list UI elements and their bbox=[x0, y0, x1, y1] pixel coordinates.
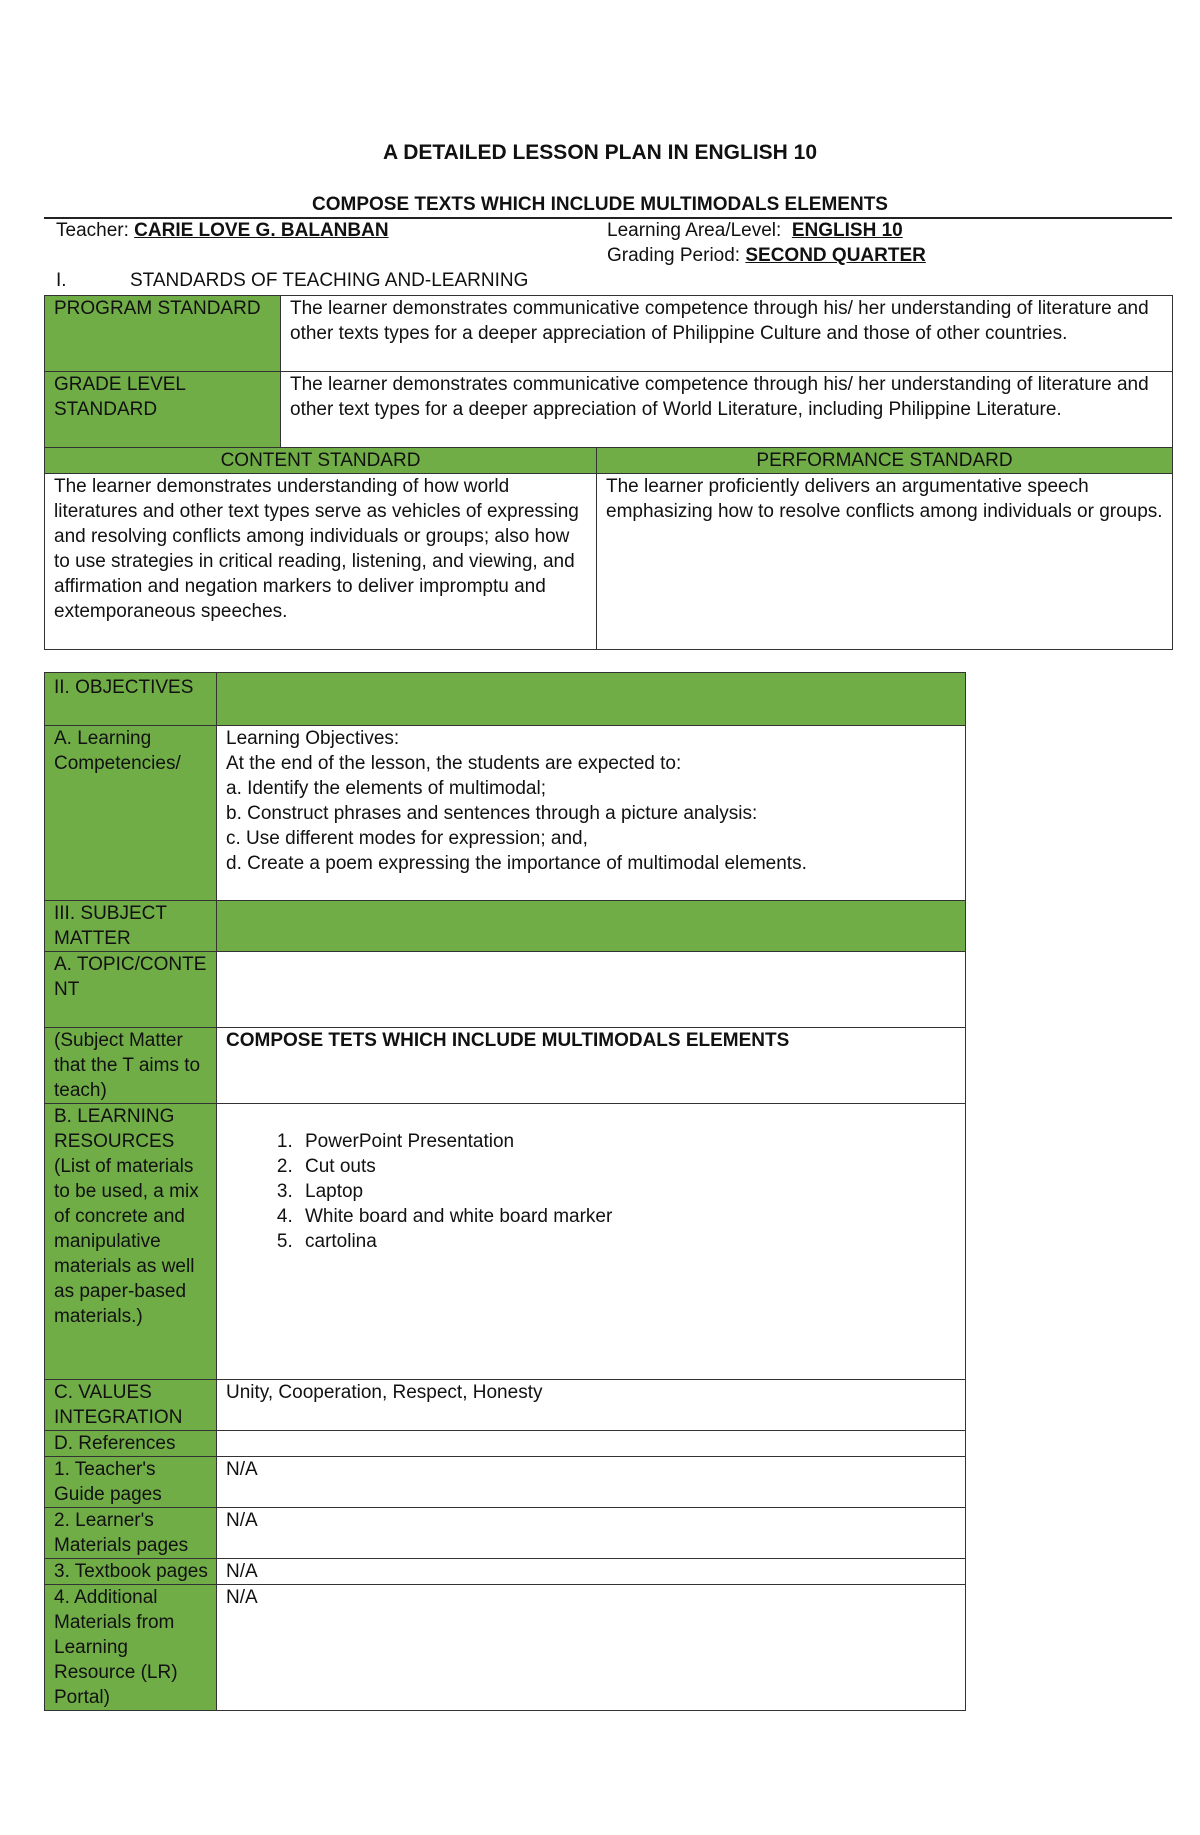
grade-level-standard-text: The learner demonstrates communicative competence through his/ her understanding of literature and other text types for a deeper appreciation of World Literature, including Philippine Literature. bbox=[281, 372, 1173, 448]
content-standard-text: The learner demonstrates understanding of how world literatures and other text types serve as vehicles of expressing and resolving conflicts among individuals or groups; also how to use strategies in critical reading, listening, and viewing, and affirmation and negation markers to deliver impromptu and extemporaneous speeches. bbox=[45, 474, 597, 650]
program-standard-label: PROGRAM STANDARD bbox=[45, 296, 281, 372]
program-standard-text: The learner demonstrates communicative competence through his/ her understanding of literature and other texts types for a deeper appreciation of Philippine Culture and those of other countries. bbox=[281, 296, 1173, 372]
table-row bbox=[45, 1431, 966, 1457]
table-row bbox=[45, 726, 966, 901]
objectives-heading: Learning Objectives: bbox=[226, 728, 400, 749]
objective-d: d. Create a poem expressing the importance of multimodal elements. bbox=[226, 853, 807, 874]
document-subtitle: COMPOSE TEXTS WHICH INCLUDE MULTIMODALS ELEMENTS bbox=[312, 194, 888, 215]
teacher-label: Teacher: bbox=[56, 220, 129, 241]
table-row bbox=[45, 1104, 966, 1380]
competencies-label: A. Learning Competencies/ bbox=[45, 726, 217, 901]
table-row bbox=[45, 901, 966, 952]
performance-standard-text: The learner proficiently delivers an argumentative speech emphasizing how to resolve conflicts among individuals or groups. bbox=[597, 474, 1173, 650]
table-row bbox=[45, 952, 966, 1028]
additional-materials-value: N/A bbox=[217, 1585, 966, 1711]
table-row bbox=[45, 1559, 966, 1585]
table-row bbox=[45, 296, 1173, 372]
content-standard-header: CONTENT STANDARD bbox=[45, 448, 597, 474]
table-row bbox=[45, 372, 1173, 448]
objective-c: c. Use different modes for expression; and, bbox=[226, 828, 588, 849]
values-integration-label: C. VALUES INTEGRATION bbox=[45, 1380, 217, 1431]
table-row bbox=[45, 1457, 966, 1508]
learning-resources-content bbox=[217, 1104, 966, 1380]
topic-value: COMPOSE TETS WHICH INCLUDE MULTIMODALS ELEMENTS bbox=[217, 1028, 966, 1104]
table-row bbox=[45, 673, 966, 726]
objectives-label: II. OBJECTIVES bbox=[45, 673, 217, 726]
subject-note-label: (Subject Matter that the T aims to teach) bbox=[45, 1028, 217, 1104]
learning-area-label: Learning Area/Level: bbox=[607, 220, 782, 241]
learning-area-value: ENGLISH 10 bbox=[791, 220, 903, 241]
references-label: D. References bbox=[45, 1431, 217, 1457]
header-divider bbox=[44, 217, 1172, 219]
textbook-pages-value: N/A bbox=[217, 1559, 966, 1585]
table-row bbox=[45, 1585, 966, 1711]
additional-materials-label: 4. Additional Materials from Learning Resource (LR) Portal) bbox=[45, 1585, 217, 1711]
grading-period-value: SECOND QUARTER bbox=[745, 245, 926, 266]
learning-resources-label: B. LEARNING RESOURCES (List of materials to be used, a mix of concrete and manipulative materials as well as paper-based materials.) bbox=[45, 1104, 217, 1380]
table-row bbox=[45, 1508, 966, 1559]
learners-materials-label: 2. Learner's Materials pages bbox=[45, 1508, 217, 1559]
topic-label: A. TOPIC/CONTE NT bbox=[45, 952, 217, 1028]
grading-period-line bbox=[607, 245, 926, 267]
list-item: 3. Laptop bbox=[298, 1179, 956, 1204]
table-row bbox=[45, 448, 1173, 474]
list-item: 2. Cut outs bbox=[298, 1154, 956, 1179]
section-number: I. bbox=[56, 270, 67, 291]
grading-period-label: Grading Period: bbox=[607, 245, 741, 266]
table-row bbox=[45, 474, 1173, 650]
section-standards-heading bbox=[56, 270, 528, 292]
topic-empty-cell bbox=[217, 952, 966, 1028]
teachers-guide-value: N/A bbox=[217, 1457, 966, 1508]
objective-b: b. Construct phrases and sentences through a picture analysis: bbox=[226, 803, 758, 824]
learners-materials-value: N/A bbox=[217, 1508, 966, 1559]
teacher-line bbox=[56, 220, 389, 242]
subject-matter-label: III. SUBJECT MATTER bbox=[45, 901, 217, 952]
objectives-header-fill bbox=[217, 673, 966, 726]
textbook-pages-label: 3. Textbook pages bbox=[45, 1559, 217, 1585]
teachers-guide-label: 1. Teacher's Guide pages bbox=[45, 1457, 217, 1508]
section-title: STANDARDS OF TEACHING AND-LEARNING bbox=[130, 270, 529, 291]
document-title: A DETAILED LESSON PLAN IN ENGLISH 10 bbox=[382, 141, 818, 164]
list-item: 5. cartolina bbox=[298, 1229, 956, 1254]
objective-a: a. Identify the elements of multimodal; bbox=[226, 778, 546, 799]
objectives-table bbox=[44, 672, 966, 1711]
resources-list bbox=[226, 1129, 956, 1254]
teacher-name: CARIE LOVE G. BALANBAN bbox=[134, 220, 389, 241]
standards-table bbox=[44, 295, 1173, 650]
values-integration-text: Unity, Cooperation, Respect, Honesty bbox=[217, 1380, 966, 1431]
references-empty-cell bbox=[217, 1431, 966, 1457]
list-item: 4. White board and white board marker bbox=[298, 1204, 956, 1229]
grade-level-standard-label: GRADE LEVEL STANDARD bbox=[45, 372, 281, 448]
table-row bbox=[45, 1028, 966, 1104]
performance-standard-header: PERFORMANCE STANDARD bbox=[597, 448, 1173, 474]
learning-area-line bbox=[607, 220, 903, 242]
table-row bbox=[45, 1380, 966, 1431]
objectives-content bbox=[217, 726, 966, 901]
objectives-intro: At the end of the lesson, the students are expected to: bbox=[226, 753, 682, 774]
list-item: 1. PowerPoint Presentation bbox=[298, 1129, 956, 1154]
subject-matter-header-fill bbox=[217, 901, 966, 952]
